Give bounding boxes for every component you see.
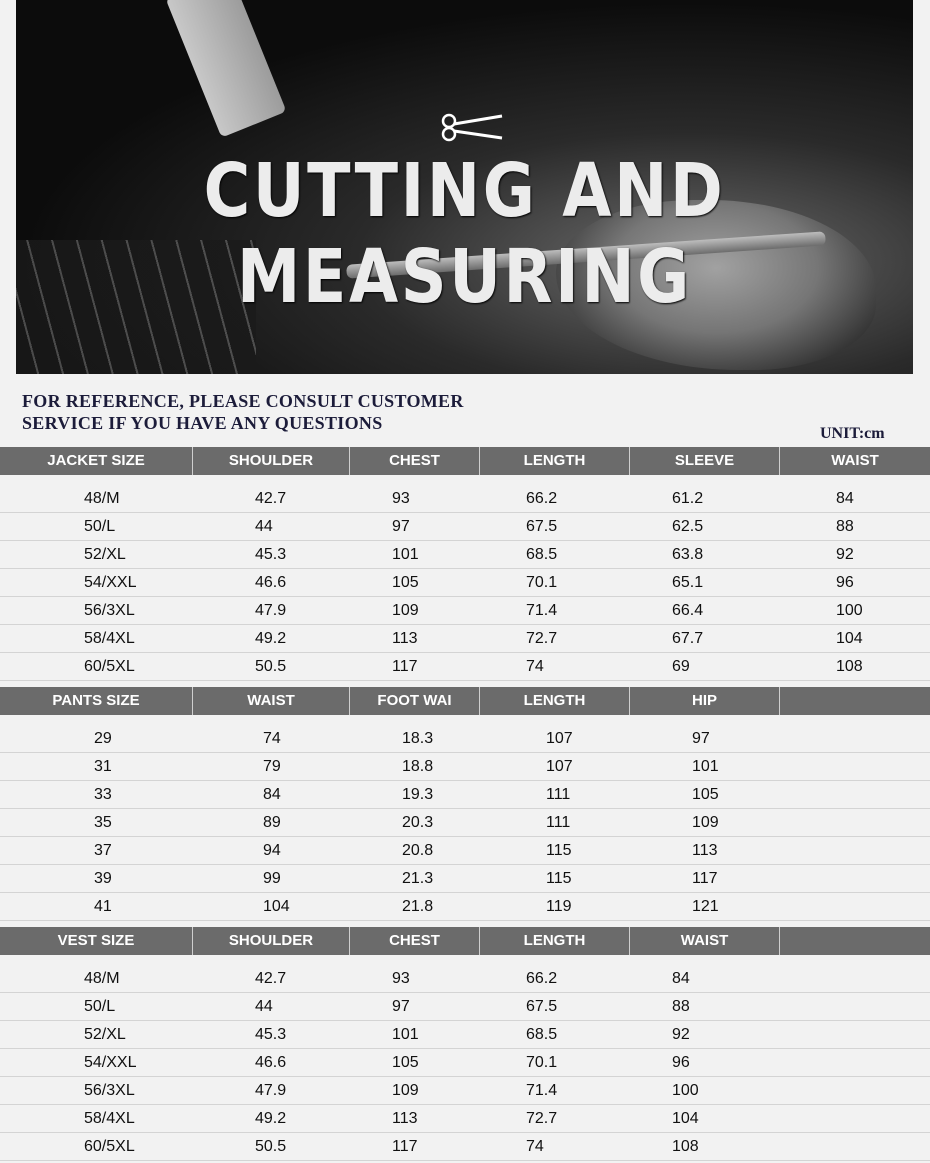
table-cell: 21.3 [402, 870, 434, 887]
table-cell: 109 [392, 602, 419, 619]
table-cell: 117 [392, 658, 418, 675]
table-cell: 33 [94, 786, 112, 803]
table-row [0, 1077, 930, 1105]
table-cell: 67.5 [526, 998, 558, 1015]
table-row [0, 1021, 930, 1049]
table-row [0, 965, 930, 993]
table-row [0, 837, 930, 865]
table-cell [780, 893, 930, 920]
table-cell: 97 [392, 998, 410, 1015]
table-cell: 105 [692, 786, 719, 803]
table-cell: 66.2 [526, 970, 558, 987]
table-cell: 104 [263, 898, 290, 915]
table-cell: 67.5 [526, 518, 558, 535]
reference-note-line2: SERVICE IF YOU HAVE ANY QUESTIONS [22, 413, 383, 433]
table-cell [780, 781, 930, 808]
table-row [0, 485, 930, 513]
table-cell: 46.6 [255, 1054, 287, 1071]
table-cell: 99 [263, 870, 281, 887]
table-cell: 63.8 [672, 546, 704, 563]
table-row [0, 1105, 930, 1133]
banner-title: CUTTING AND MEASURING [203, 148, 726, 320]
table-cell: 113 [392, 630, 418, 647]
table-gap [0, 475, 930, 485]
vest-size-table [0, 927, 930, 1161]
table-cell: 88 [836, 518, 854, 535]
table-cell: 109 [392, 1082, 419, 1099]
table-cell: 52/XL [84, 546, 126, 563]
table-cell: 74 [526, 658, 544, 675]
table-cell [780, 865, 930, 892]
pants-column-header: HIP [630, 687, 780, 715]
table-cell [780, 753, 930, 780]
table-cell: 119 [546, 898, 572, 915]
table-cell: 46.6 [255, 574, 287, 591]
table-cell: 115 [546, 842, 572, 859]
table-cell: 50/L [84, 998, 116, 1015]
reference-note [22, 390, 542, 434]
table-cell: 100 [672, 1082, 699, 1099]
table-cell: 88 [672, 998, 690, 1015]
table-cell: 50.5 [255, 1138, 287, 1155]
table-cell: 62.5 [672, 518, 704, 535]
pants-header-row [0, 687, 930, 715]
vest-column-header: LENGTH [480, 927, 630, 955]
table-row [0, 597, 930, 625]
jacket-column-header: LENGTH [480, 447, 630, 475]
table-cell: 117 [692, 870, 718, 887]
table-cell: 60/5XL [84, 658, 135, 675]
table-row [0, 541, 930, 569]
table-cell: 52/XL [84, 1026, 126, 1043]
table-cell [780, 1077, 930, 1104]
unit-label: UNIT:cm [820, 425, 885, 442]
table-cell: 96 [672, 1054, 690, 1071]
pants-column-header: LENGTH [480, 687, 630, 715]
table-cell: 42.7 [255, 490, 287, 507]
table-row [0, 513, 930, 541]
table-cell: 74 [526, 1138, 544, 1155]
table-row [0, 1049, 930, 1077]
table-cell: 37 [94, 842, 112, 859]
jacket-header-row [0, 447, 930, 475]
reference-note-line1: FOR REFERENCE, PLEASE CONSULT CUSTOMER [22, 391, 464, 411]
pants-column-header: FOOT WAI [350, 687, 480, 715]
table-cell: 66.2 [526, 490, 558, 507]
table-cell: 84 [836, 490, 854, 507]
table-cell: 101 [392, 1026, 419, 1043]
table-cell: 56/3XL [84, 1082, 135, 1099]
table-cell: 107 [546, 730, 573, 747]
table-gap [0, 955, 930, 965]
measuring-tape [165, 0, 286, 138]
table-cell: 66.4 [672, 602, 704, 619]
table-cell: 47.9 [255, 1082, 287, 1099]
table-cell: 71.4 [526, 602, 558, 619]
table-cell: 21.8 [402, 898, 434, 915]
table-cell: 70.1 [526, 1054, 558, 1071]
table-cell: 49.2 [255, 630, 287, 647]
table-cell: 47.9 [255, 602, 287, 619]
table-cell: 54/XXL [84, 1054, 137, 1071]
table-row [0, 781, 930, 809]
table-cell: 39 [94, 870, 112, 887]
table-cell: 107 [546, 758, 573, 775]
table-cell: 71.4 [526, 1082, 558, 1099]
table-row [0, 993, 930, 1021]
table-cell: 54/XXL [84, 574, 137, 591]
table-cell: 74 [263, 730, 281, 747]
jacket-column-header: CHEST [350, 447, 480, 475]
vest-column-header: WAIST [630, 927, 780, 955]
table-cell: 121 [692, 898, 719, 915]
pants-column-header: PANTS SIZE [0, 687, 193, 715]
scissors-icon [440, 112, 504, 142]
table-cell: 44 [255, 998, 273, 1015]
table-cell: 105 [392, 1054, 419, 1071]
vest-column-header [780, 927, 930, 955]
table-cell: 97 [692, 730, 710, 747]
table-row [0, 625, 930, 653]
table-cell: 42.7 [255, 970, 287, 987]
table-cell: 92 [836, 546, 854, 563]
table-cell: 108 [672, 1138, 699, 1155]
table-cell [780, 809, 930, 836]
table-cell: 69 [672, 658, 690, 675]
vest-column-header: SHOULDER [193, 927, 350, 955]
table-cell: 104 [836, 630, 863, 647]
table-row [0, 569, 930, 597]
table-cell: 45.3 [255, 1026, 287, 1043]
table-cell: 20.3 [402, 814, 434, 831]
table-cell: 68.5 [526, 1026, 558, 1043]
table-cell: 72.7 [526, 630, 558, 647]
table-cell: 18.3 [402, 730, 434, 747]
table-cell [780, 1049, 930, 1076]
vest-header-row [0, 927, 930, 955]
table-cell: 58/4XL [84, 630, 135, 647]
table-cell: 56/3XL [84, 602, 135, 619]
table-cell: 113 [692, 842, 718, 859]
table-cell: 58/4XL [84, 1110, 135, 1127]
table-cell: 48/M [84, 970, 120, 987]
vest-column-header: VEST SIZE [0, 927, 193, 955]
table-cell: 84 [672, 970, 690, 987]
pants-column-header: WAIST [193, 687, 350, 715]
table-cell: 61.2 [672, 490, 704, 507]
table-cell: 111 [546, 786, 571, 803]
table-row [0, 725, 930, 753]
table-row [0, 893, 930, 921]
table-cell: 111 [546, 814, 571, 831]
jacket-column-header: WAIST [831, 452, 879, 469]
table-cell: 96 [836, 574, 854, 591]
table-row [0, 865, 930, 893]
table-gap [0, 715, 930, 725]
table-cell [780, 1133, 930, 1160]
table-cell: 101 [692, 758, 719, 775]
table-cell: 35 [94, 814, 112, 831]
table-cell: 92 [672, 1026, 690, 1043]
pants-size-table [0, 687, 930, 921]
table-cell: 117 [392, 1138, 418, 1155]
table-cell: 50/L [84, 518, 116, 535]
table-cell: 101 [392, 546, 419, 563]
table-cell: 109 [692, 814, 719, 831]
jacket-column-header: SLEEVE [630, 447, 780, 475]
table-cell [780, 837, 930, 864]
table-cell: 18.8 [402, 758, 434, 775]
table-row [0, 653, 930, 681]
table-cell: 72.7 [526, 1110, 558, 1127]
table-cell: 100 [836, 602, 863, 619]
table-cell: 60/5XL [84, 1138, 135, 1155]
table-cell: 48/M [84, 490, 120, 507]
table-cell: 67.7 [672, 630, 704, 647]
banner-image [16, 0, 913, 374]
table-cell: 20.8 [402, 842, 434, 859]
table-cell: 44 [255, 518, 273, 535]
table-cell: 49.2 [255, 1110, 287, 1127]
table-row [0, 753, 930, 781]
table-cell: 108 [836, 658, 863, 675]
table-cell: 79 [263, 758, 281, 775]
table-cell [780, 993, 930, 1020]
table-cell: 105 [392, 574, 419, 591]
table-cell: 50.5 [255, 658, 287, 675]
table-cell: 93 [392, 490, 410, 507]
table-cell: 65.1 [672, 574, 704, 591]
pants-column-header [780, 687, 930, 715]
table-cell: 68.5 [526, 546, 558, 563]
table-cell: 104 [672, 1110, 699, 1127]
table-cell [780, 965, 930, 992]
jacket-column-header: SHOULDER [193, 447, 350, 475]
table-cell: 113 [392, 1110, 418, 1127]
table-row [0, 1133, 930, 1161]
jacket-column-header: JACKET SIZE [0, 447, 193, 475]
vest-column-header: CHEST [350, 927, 480, 955]
table-cell: 97 [392, 518, 410, 535]
table-row [0, 809, 930, 837]
table-cell [780, 1105, 930, 1132]
table-cell: 70.1 [526, 574, 558, 591]
table-cell: 89 [263, 814, 281, 831]
table-cell: 31 [94, 758, 112, 775]
table-cell: 94 [263, 842, 281, 859]
table-cell: 115 [546, 870, 572, 887]
table-cell: 19.3 [402, 786, 434, 803]
table-cell: 84 [263, 786, 281, 803]
jacket-size-table [0, 447, 930, 681]
table-cell: 29 [94, 730, 112, 747]
table-cell: 41 [94, 898, 112, 915]
table-cell [780, 725, 930, 752]
table-cell [780, 1021, 930, 1048]
table-cell: 45.3 [255, 546, 287, 563]
table-cell: 93 [392, 970, 410, 987]
